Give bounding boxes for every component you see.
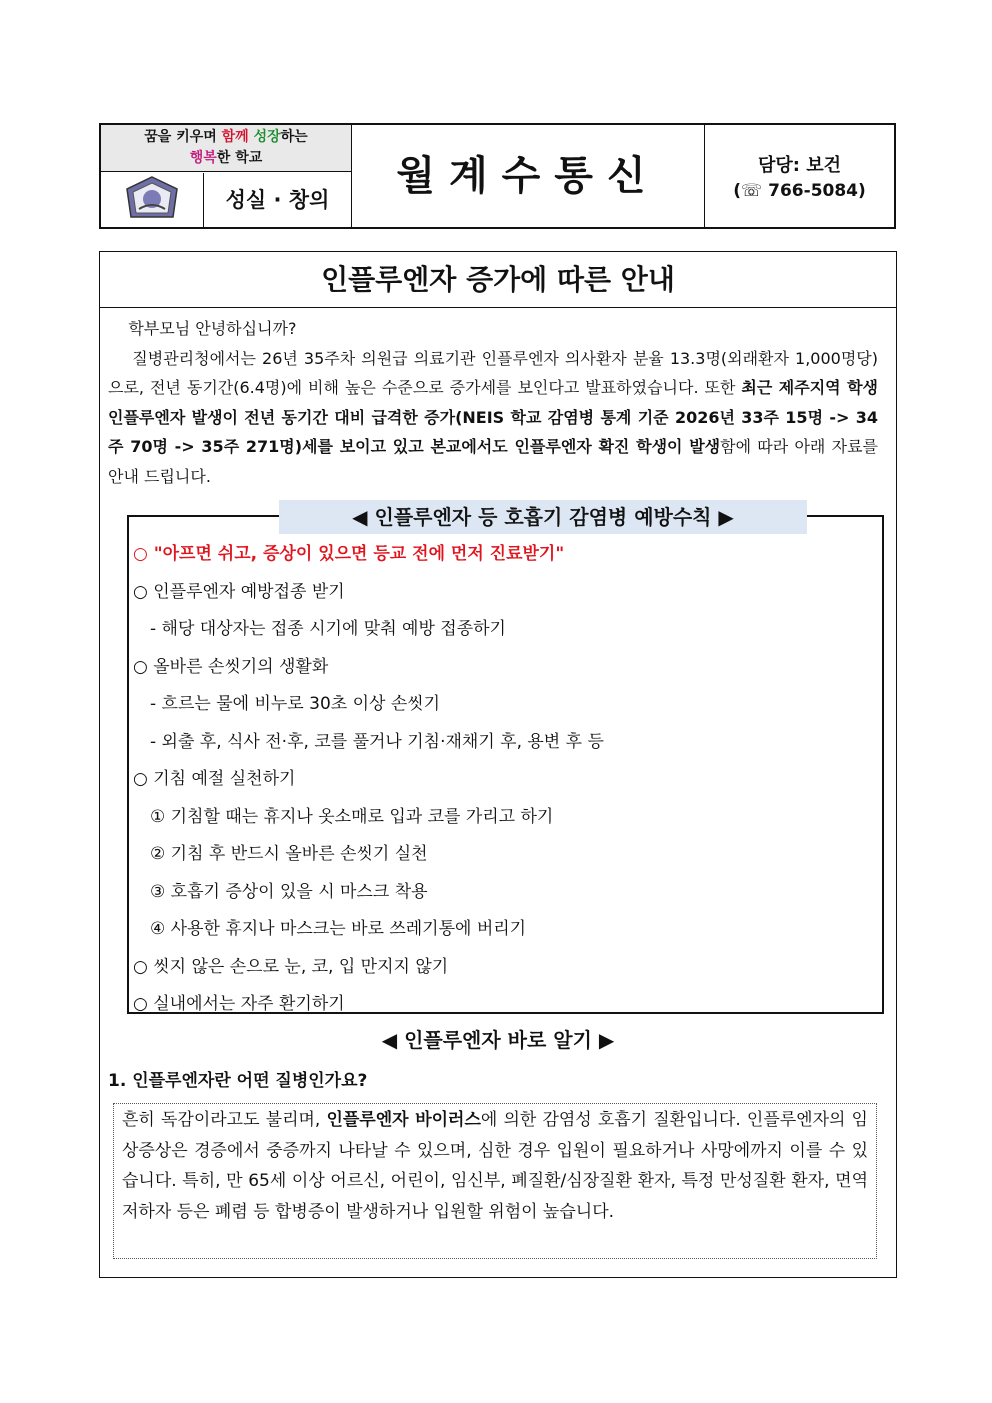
- school-logo: [101, 173, 204, 227]
- prevention-subitem: - 외출 후, 식사 전·후, 코를 풀거나 기침·재채기 후, 용변 후 등: [150, 731, 604, 752]
- intro-text: [108, 314, 878, 491]
- question-1: 1. 인플루엔자란 어떤 질병인가요?: [108, 1071, 368, 1091]
- prevention-subitem: - 흐르는 물에 비누로 30초 이상 손씻기: [150, 694, 441, 714]
- newsletter-title: 월계수통신: [396, 153, 660, 199]
- prevention-numbered-item: ② 기침 후 반드시 올바른 손씻기 실천: [150, 844, 428, 864]
- prevention-numbered-item: ④ 사용한 휴지나 마스크는 바로 쓰레기통에 버리기: [150, 919, 527, 939]
- school-slogan: [101, 125, 351, 172]
- prevention-item: ○ 인플루엔자 예방접종 받기: [133, 581, 345, 602]
- intro-paragraph: 질병관리청에서는 26년 35주차 의원급 의료기관 인플루엔자 의사환자 분율 13.3명(외래환자 1,000명당)으로, 전년 동기간(6.4명)에 비해 높은 수준으로 증가세를 보인다고 발표하였습니다. 또한 최근 제주지역 학생 인플루엔자 발생이 전년 동기간 대비 급격한 증가(NEIS 학교 감염병 통계 기준 2026년 33주 15명 -> 34주 70명 -> 35주 271명)세를 보이고 있고 본교에서도 인플루엔자 확진 학생이 발생함에 따라 아래 자료를 안내 드립니다.: [108, 348, 879, 486]
- school-emblem-icon: [101, 173, 203, 227]
- prevention-numbered-item: ① 기침할 때는 휴지나 옷소매로 입과 코를 가리고 하기: [150, 806, 554, 827]
- prevention-title: ◀ 인플루엔자 등 호흡기 감염병 예방수칙 ▶: [279, 500, 807, 534]
- prevention-box: [127, 505, 884, 1014]
- slogan-line-2: 행복한 학교: [189, 150, 263, 166]
- prevention-list: [133, 537, 878, 1025]
- slogan-line-1: 꿈을 키우며 함께 성장하는: [144, 129, 308, 145]
- prevention-numbered-item: ③ 호흡기 증상이 있을 시 마스크 착용: [150, 881, 428, 902]
- prevention-item: ○ 씻지 않은 손으로 눈, 코, 입 만지지 않기: [133, 956, 449, 977]
- header-school-cell: [101, 125, 352, 227]
- school-motto: 성실 · 창의: [225, 188, 330, 212]
- newsletter-header: [99, 123, 896, 229]
- prevention-subitem: - 해당 대상자는 접종 시기에 맞춰 예방 접종하기: [150, 619, 506, 639]
- prevention-item: ○ 올바른 손씻기의 생활화: [133, 656, 329, 677]
- prevention-item: ○ 실내에서는 자주 환기하기: [133, 994, 345, 1014]
- answer-1: 흔히 독감이라고도 불리며, 인플루엔자 바이러스에 의한 감염성 호흡기 질환입니다. 인플루엔자의 임상증상은 경증에서 중증까지 나타날 수 있으며, 심한 경우 입원이 필요하거나 사망에까지 이를 수 있습니다. 특히, 만 65세 이상 어르신, 어린이, 임신부, 폐질환/심장질환 환자, 특정 만성질환 환자, 면역저하자 등은 폐렴 등 합병증이 발생하거나 입원할 위험이 높습니다.: [113, 1103, 877, 1259]
- prevention-item: ○ "아프면 쉬고, 증상이 있으면 등교 전에 먼저 진료받기": [133, 544, 565, 564]
- contact-person: 담당: 보건: [757, 155, 842, 176]
- greeting: 학부모님 안녕하십니까?: [128, 319, 297, 338]
- contact-phone: (☏ 766-5084): [733, 181, 866, 201]
- header-title-cell: [352, 125, 705, 227]
- prevention-item: ○ 기침 예절 실천하기: [133, 769, 296, 789]
- notice-title: 인플루엔자 증가에 따른 안내: [100, 252, 896, 308]
- knowledge-section-title: ◀ 인플루엔자 바로 알기 ▶: [381, 1028, 615, 1052]
- header-contact-cell: [705, 125, 894, 227]
- notice-frame: [99, 251, 897, 1278]
